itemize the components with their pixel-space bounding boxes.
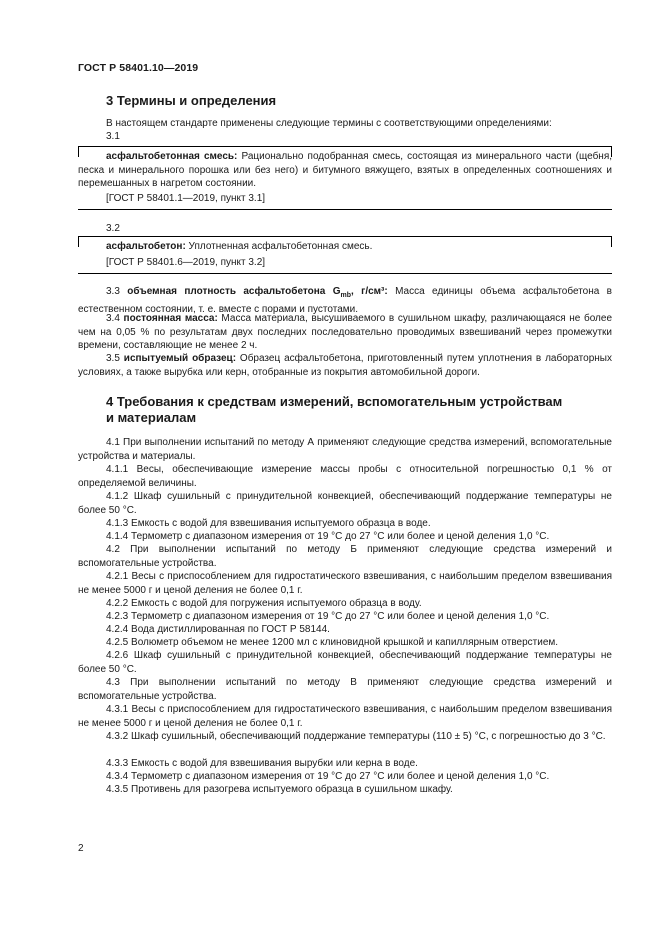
- box-left-tick: [78, 237, 79, 247]
- term-3-1-number: 3.1: [106, 131, 120, 142]
- item-4-2: 4.2 При выполнении испытаний по методу Б применяют следующие средства измерений и вспомогательные устройства.: [78, 544, 612, 569]
- term-3-2-definition: [106, 240, 372, 254]
- term-3-1-definition: [78, 150, 612, 191]
- page-number: 2: [78, 843, 84, 854]
- item-4-1: 4.1 При выполнении испытаний по методу А применяют следующие средства измерений, вспомогательные устройства и материалы.: [78, 437, 612, 462]
- item-4-1-2: 4.1.2 Шкаф сушильный с принудительной конвекцией, обеспечивающий поддержание температуры не более 50 °С.: [78, 491, 612, 516]
- term-3-5-paragraph: [78, 352, 612, 379]
- item-4-3-1: 4.3.1 Весы с приспособлением для гидростатического взвешивания, с наибольшим пределом взвешивания не менее 5000 г и ценой деления не более 0,1 г.: [78, 704, 612, 729]
- item-4-2-6: 4.2.6 Шкаф сушильный с принудительной конвекцией, обеспечивающий поддержание температуры не более 50 °С.: [78, 650, 612, 675]
- term-3-5-term: испытуемый образец:: [123, 353, 237, 364]
- item-4-2-2: 4.2.2 Емкость с водой для погружения испытуемого образца в воду.: [106, 598, 422, 609]
- item-4-3-2: 4.3.2 Шкаф сушильный, обеспечивающий поддержание температуры (110 ± 5) °С, с погрешностью до 3 °С.: [106, 731, 606, 742]
- term-3-1-reference: [ГОСТ Р 58401.1—2019, пункт 3.1]: [106, 193, 266, 204]
- term-3-5-number: 3.5: [106, 353, 120, 364]
- section-4-title-line-1: 4 Требования к средствам измерений, вспомогательным устройствам: [106, 394, 563, 409]
- term-3-3-unit: , г/см³:: [351, 286, 388, 297]
- term-3-4-term: постоянная масса:: [123, 313, 218, 324]
- term-3-3-number: 3.3: [106, 286, 120, 297]
- item-4-1-1: 4.1.1 Весы, обеспечивающие измерение массы пробы с относительной погрешностью 0,1 % от определяемой величины.: [78, 464, 612, 489]
- item-4-1-3: 4.1.3 Емкость с водой для взвешивания испытуемого образца в воде.: [106, 518, 431, 529]
- term-3-3-term: объемная плотность асфальтобетона G: [127, 286, 341, 297]
- box-right-tick: [611, 237, 612, 247]
- item-4-2-3: 4.2.3 Термометр с диапазоном измерения от 19 °С до 27 °С или более и ценой деления 1,0 °С.: [106, 611, 550, 622]
- item-4-2-1: 4.2.1 Весы с приспособлением для гидростатического взвешивания, с наибольшим пределом взвешивания не менее 5000 г и ценой деления не более 0,1 г.: [78, 571, 612, 596]
- item-4-3-4: 4.3.4 Термометр с диапазоном измерения от 19 °С до 27 °С или более и ценой деления 1,0 °С.: [106, 771, 550, 782]
- term-3-2-reference: [ГОСТ Р 58401.6—2019, пункт 3.2]: [106, 257, 266, 268]
- term-3-2-term: асфальтобетон:: [106, 241, 186, 252]
- item-4-1-4: 4.1.4 Термометр с диапазоном измерения от 19 °С до 27 °С или более и ценой деления 1,0 °С.: [106, 531, 550, 542]
- item-4-2-4: 4.2.4 Вода дистиллированная по ГОСТ Р 58144.: [106, 624, 330, 635]
- item-4-3-3: 4.3.3 Емкость с водой для взвешивания вырубки или керна в воде.: [106, 758, 418, 769]
- term-3-4-text: Масса материала, высушиваемого в сушильном шкафу, различающаяся не более чем на 0,05 % по результатам двух последних последовательно проводимых взвешиваний через промежутки времени, составляющие не менее 2 ч.: [78, 313, 613, 351]
- section-3-intro: В настоящем стандарте применены следующие термины с соответствующими определениями:: [106, 118, 552, 129]
- term-3-4-paragraph: [78, 312, 612, 353]
- term-3-4-number: 3.4: [106, 313, 120, 324]
- term-3-1-text: Рационально подобранная смесь, состоящая из минерального части (щебня, песка и минерального порошка или без него) и битумного вяжущего, взятых в определенных соотношениях и перемешанных в нагретом состоянии.: [78, 151, 613, 189]
- item-4-3-5: 4.3.5 Противень для разогрева испытуемого образца в сушильном шкафу.: [106, 784, 453, 795]
- term-3-1-term: асфальтобетонная смесь:: [106, 151, 238, 162]
- item-4-3: 4.3 При выполнении испытаний по методу В применяют следующие средства измерений и вспомогательные устройства.: [78, 677, 612, 702]
- section-4-title: [106, 394, 626, 426]
- term-3-2-text: Уплотненная асфальтобетонная смесь.: [185, 241, 373, 252]
- section-3-title: 3 Термины и определения: [106, 93, 277, 108]
- document-header: ГОСТ Р 58401.10—2019: [78, 62, 199, 74]
- term-3-3-subscript: mb: [340, 292, 352, 299]
- term-3-3-text: Масса единицы объема асфальтобетона в естественном состоянии, т. е. вместе с порами и пустотами.: [78, 286, 612, 315]
- term-3-2-number: 3.2: [106, 223, 120, 234]
- item-4-2-5: 4.2.5 Волюметр объемом не менее 1200 мл с клиновидной крышкой и капиллярным отверстием.: [106, 637, 559, 648]
- section-4-title-line-2: и материалам: [106, 410, 197, 425]
- term-3-5-text: Образец асфальтобетона, приготовленный путем уплотнения в лабораторных условиях, а также вырубка или керн, отобранные из покрытия автомобильной дороги.: [78, 353, 612, 378]
